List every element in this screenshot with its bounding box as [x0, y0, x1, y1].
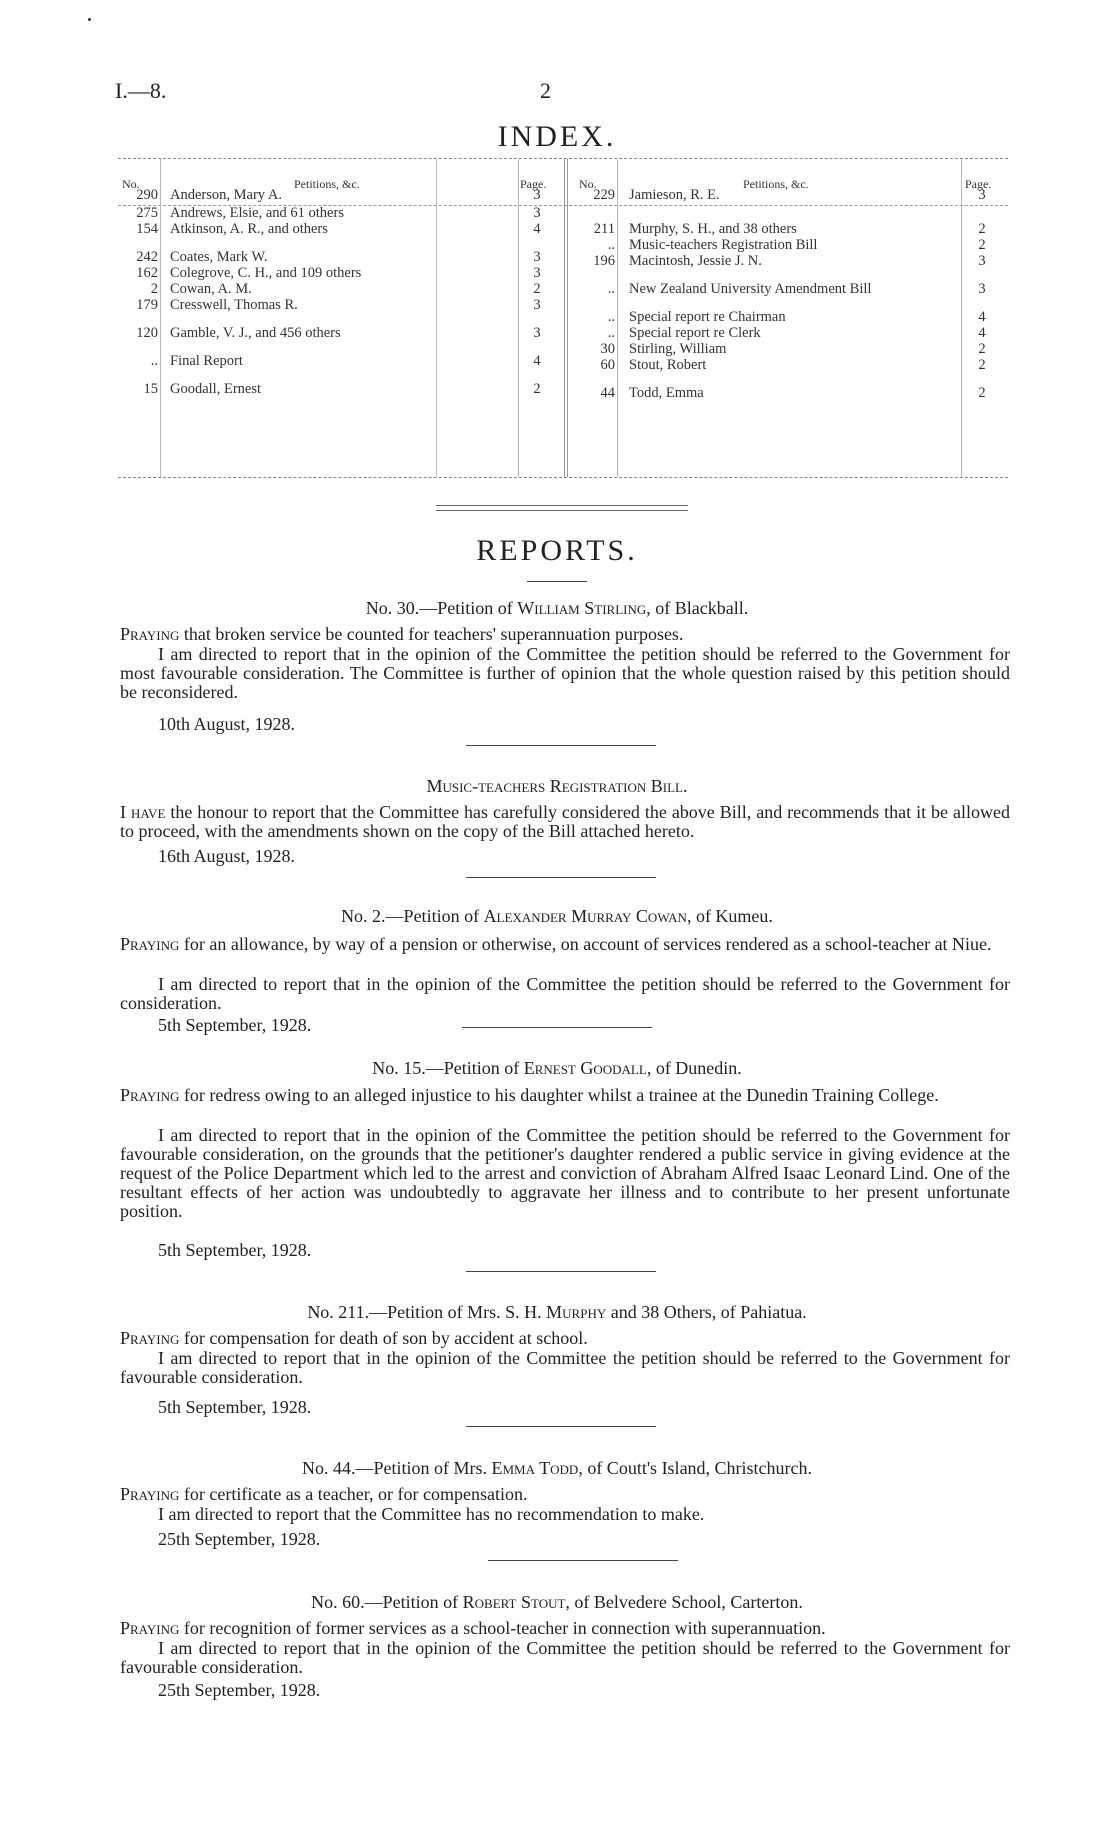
- report-paragraph: I have the honour to report that the Committee has carefully considered the above Bill, and recommends that it be allowed to proceed, with the amendments shown on the copy of the Bill attached hereto.: [120, 802, 1010, 841]
- report-paragraph: Praying for recognition of former services as a school-teacher in connection with superannuation.: [120, 1618, 826, 1638]
- index-entry-name: Cresswell, Thomas R.: [170, 297, 298, 313]
- report-paragraph: Praying for compensation for death of son by accident at school.: [120, 1328, 588, 1348]
- index-entry-number: 2: [150, 281, 158, 297]
- index-entry-name: Music-teachers Registration Bill: [629, 237, 818, 253]
- section-rule: [462, 1027, 652, 1028]
- index-entry-page: 3: [533, 205, 541, 221]
- index-entry-page: 4: [533, 353, 541, 369]
- col-divider: [518, 159, 519, 477]
- col-divider: [961, 159, 962, 477]
- index-entry-number: 60: [600, 357, 615, 373]
- section-rule: [466, 1271, 656, 1272]
- index-entry-page: 2: [978, 385, 986, 401]
- index-entry-page: 2: [978, 341, 986, 357]
- index-entry-name: New Zealand University Amendment Bill: [629, 281, 872, 297]
- col-divider: [436, 159, 437, 477]
- index-entry-page: 2: [978, 237, 986, 253]
- report-date: 5th September, 1928.: [158, 1397, 312, 1417]
- section-rule: [436, 510, 688, 511]
- index-entry-name: Macintosh, Jessie J. N.: [629, 253, 762, 269]
- section-rule: [466, 1426, 656, 1427]
- index-entry-name: Atkinson, A. R., and others: [170, 221, 328, 237]
- report-heading: No. 15.—Petition of Ernest Goodall, of Dunedin.: [372, 1058, 742, 1078]
- index-title: INDEX.: [497, 120, 617, 153]
- index-entry-page: 4: [978, 325, 986, 341]
- index-entry-number: 290: [136, 187, 158, 203]
- index-entry-page: 4: [533, 221, 541, 237]
- index-entry-number: 275: [136, 205, 158, 221]
- index-entry-number: ..: [607, 309, 615, 325]
- index-entry-name: Jamieson, R. E.: [629, 187, 720, 203]
- index-entry-number: 196: [593, 253, 615, 269]
- index-entry-page: 3: [533, 265, 541, 281]
- section-code: I.—8.: [115, 78, 167, 103]
- index-entry-page: 3: [978, 253, 986, 269]
- report-date: 25th September, 1928.: [158, 1680, 321, 1700]
- report-date: 5th September, 1928.: [158, 1240, 312, 1260]
- col-no-header: No.: [579, 177, 597, 191]
- index-entry-name: Special report re Chairman: [629, 309, 786, 325]
- report-date: 10th August, 1928.: [158, 714, 296, 734]
- index-entry-number: 229: [593, 187, 615, 203]
- index-entry-page: 3: [533, 297, 541, 313]
- reports-title: REPORTS.: [476, 534, 638, 567]
- col-petitions-header: Petitions, &c.: [294, 177, 360, 191]
- col-divider: [160, 159, 161, 477]
- report-paragraph: Praying for redress owing to an alleged injustice to his daughter whilst a trainee at the Dunedin Training College.: [120, 1085, 939, 1105]
- index-entry-page: 3: [978, 281, 986, 297]
- report-paragraph: I am directed to report that in the opinion of the Committee the petition should be referred to the Government for favourable consideration, on the grounds that the petitioner's daughter rendered a public service in giving evidence at the request of the Police Department which led to the arrest and conviction of Abraham Alfred Isaac Leonard Lind. One of the resultant effects of her action was undoubtedly to aggravate her illness and to contribute to her present unfortunate position.: [120, 1125, 1010, 1221]
- report-date: 16th August, 1928.: [158, 846, 296, 866]
- report-heading: No. 60.—Petition of Robert Stout, of Belvedere School, Carterton.: [311, 1592, 803, 1612]
- index-entry-page: 2: [533, 281, 541, 297]
- index-entry-page: 2: [533, 381, 541, 397]
- report-paragraph: I am directed to report that the Committee has no recommendation to make.: [158, 1504, 705, 1524]
- index-entry-name: Goodall, Ernest: [170, 381, 262, 397]
- index-entry-number: ..: [607, 325, 615, 341]
- report-heading: No. 44.—Petition of Mrs. Emma Todd, of Coutt's Island, Christchurch.: [301, 1458, 813, 1478]
- index-entry-name: Anderson, Mary A.: [170, 187, 282, 203]
- title-rule: [527, 581, 587, 582]
- index-entry-page: 2: [978, 357, 986, 373]
- index-entry-number: 44: [600, 385, 615, 401]
- index-entry-page: 3: [533, 249, 541, 265]
- index-entry-number: 242: [136, 249, 158, 265]
- col-page-header: Page.: [965, 177, 992, 191]
- col-page-header: Page.: [520, 177, 547, 191]
- report-paragraph: I am directed to report that in the opinion of the Committee the petition should be referred to the Government for consideration.: [120, 974, 1010, 1013]
- col-divider: [617, 159, 618, 477]
- report-heading: No. 30.—Petition of William Stirling, of Blackball.: [365, 598, 749, 618]
- report-paragraph: I am directed to report that in the opinion of the Committee the petition should be referred to the Government for favourable consideration.: [120, 1348, 1010, 1387]
- section-rule: [466, 745, 656, 746]
- index-entry-name: Stirling, William: [629, 341, 727, 357]
- report-date: 25th September, 1928.: [158, 1529, 321, 1549]
- index-entry-page: 3: [533, 187, 541, 203]
- report-heading: Music-teachers Registration Bill.: [426, 776, 688, 796]
- index-entry-number: 211: [593, 221, 615, 237]
- index-entry-page: 3: [533, 325, 541, 341]
- col-no-header: No.: [122, 177, 140, 191]
- section-rule: [466, 877, 656, 878]
- index-entry-number: 120: [136, 325, 158, 341]
- index-entry-name: Final Report: [170, 353, 243, 369]
- index-entry-name: Andrews, Elsie, and 61 others: [170, 205, 344, 221]
- report-paragraph: Praying that broken service be counted for teachers' superannuation purposes.: [120, 624, 684, 644]
- index-entry-name: Special report re Clerk: [629, 325, 761, 341]
- index-table: [118, 158, 1008, 478]
- report-heading: No. 211.—Petition of Mrs. S. H. Murphy and 38 Others, of Pahiatua.: [307, 1302, 807, 1322]
- index-entry-name: Stout, Robert: [629, 357, 707, 373]
- index-entry-number: ..: [607, 237, 615, 253]
- index-entry-name: Murphy, S. H., and 38 others: [629, 221, 797, 237]
- index-entry-number: 162: [136, 265, 158, 281]
- index-entry-page: 3: [978, 187, 986, 203]
- report-paragraph: Praying for an allowance, by way of a pension or otherwise, on account of services rendered as a school-teacher at Niue.: [120, 934, 992, 954]
- index-entry-name: Todd, Emma: [629, 385, 704, 401]
- report-date: 5th September, 1928.: [158, 1015, 312, 1035]
- index-entry-page: 2: [978, 221, 986, 237]
- report-paragraph: I am directed to report that in the opinion of the Committee the petition should be referred to the Government for favourable consideration.: [120, 1638, 1010, 1677]
- index-entry-number: 30: [600, 341, 615, 357]
- index-entry-page: 4: [978, 309, 986, 325]
- index-entry-name: Gamble, V. J., and 456 others: [170, 325, 341, 341]
- report-paragraph: Praying for certificate as a teacher, or for compensation.: [120, 1484, 528, 1504]
- index-entry-number: ..: [607, 281, 615, 297]
- section-rule: [488, 1560, 678, 1561]
- page-number: 2: [540, 78, 551, 103]
- index-left-half: [118, 159, 565, 477]
- index-entry-name: Colegrove, C. H., and 109 others: [170, 265, 362, 281]
- report-paragraph: I am directed to report that in the opinion of the Committee the petition should be referred to the Government for most favourable consideration. The Committee is further of opinion that the whole question raised by this petition should be reconsidered.: [120, 644, 1010, 702]
- margin-mark: [88, 18, 91, 21]
- index-entry-number: 154: [136, 221, 158, 237]
- index-entry-name: Cowan, A. M.: [170, 281, 252, 297]
- index-entry-number: 15: [143, 381, 158, 397]
- index-entry-number: 179: [136, 297, 158, 313]
- index-entry-name: Coates, Mark W.: [170, 249, 268, 265]
- section-rule: [436, 505, 688, 506]
- col-petitions-header: Petitions, &c.: [743, 177, 809, 191]
- report-heading: No. 2.—Petition of Alexander Murray Cowan, of Kumeu.: [341, 906, 773, 926]
- index-entry-number: ..: [150, 353, 158, 369]
- index-right-half: [567, 159, 1008, 477]
